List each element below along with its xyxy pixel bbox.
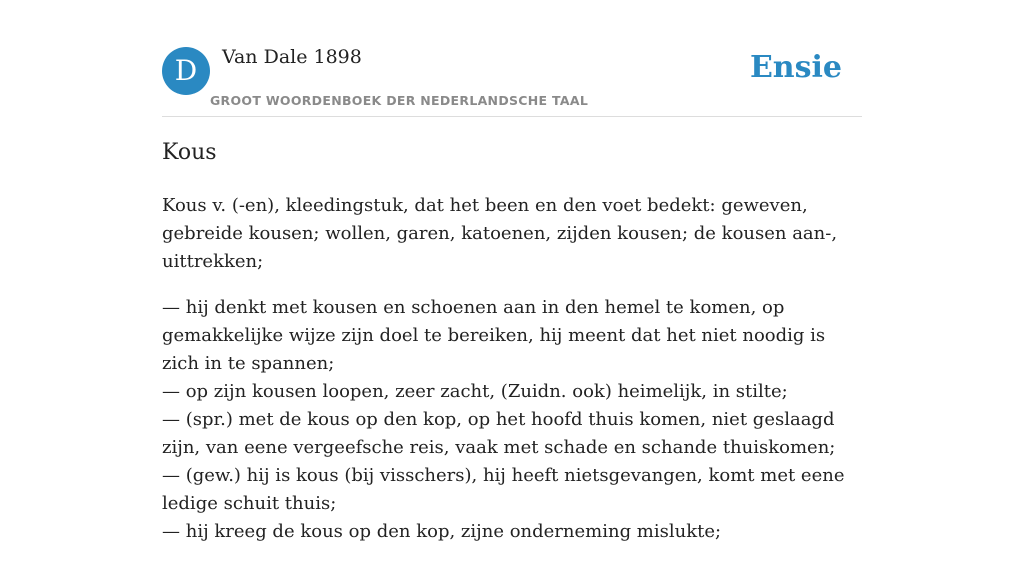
- entry-definition: Kous v. (-en), kleedingstuk, dat het been en den voet bedekt: geweven, gebreide kousen; wollen, garen, katoenen, zijden kousen; de kousen aan-, uittrekken;: [162, 195, 838, 272]
- expression-line: — op zijn kousen loopen, zeer zacht, (Zuidn. ook) heimelijk, in stilte;: [162, 381, 788, 402]
- dictionary-logo-icon[interactable]: D: [162, 47, 210, 95]
- expression-line: — (spr.) met de kous op den kop, op het hoofd thuis komen, niet geslaagd zijn, van eene vergeefsche reis, vaak met schade en schande thuiskomen;: [162, 409, 836, 458]
- expression-line: — hij denkt met kousen en schoenen aan in den hemel te komen, op gemakkelijke wijze zijn doel te bereiken, hij meent dat het niet noodig is zich in te spannen;: [162, 297, 826, 374]
- entry-body: [162, 192, 862, 564]
- expression-line: — (gew.) hij is kous (bij visschers), hij heeft nietsgevangen, komt met eene ledige schuit thuis;: [162, 465, 845, 514]
- entry-title: Kous: [162, 140, 217, 165]
- source-title[interactable]: Van Dale 1898: [222, 46, 362, 68]
- ensie-logo[interactable]: Ensie: [749, 50, 842, 85]
- entry-expressions: [162, 294, 862, 546]
- page: [162, 0, 862, 542]
- header: [162, 0, 862, 117]
- expression-line: — hij kreeg de kous op den kop, zijne onderneming mislukte;: [162, 521, 722, 542]
- source-subtitle: GROOT WOORDENBOEK DER NEDERLANDSCHE TAAL: [210, 93, 589, 108]
